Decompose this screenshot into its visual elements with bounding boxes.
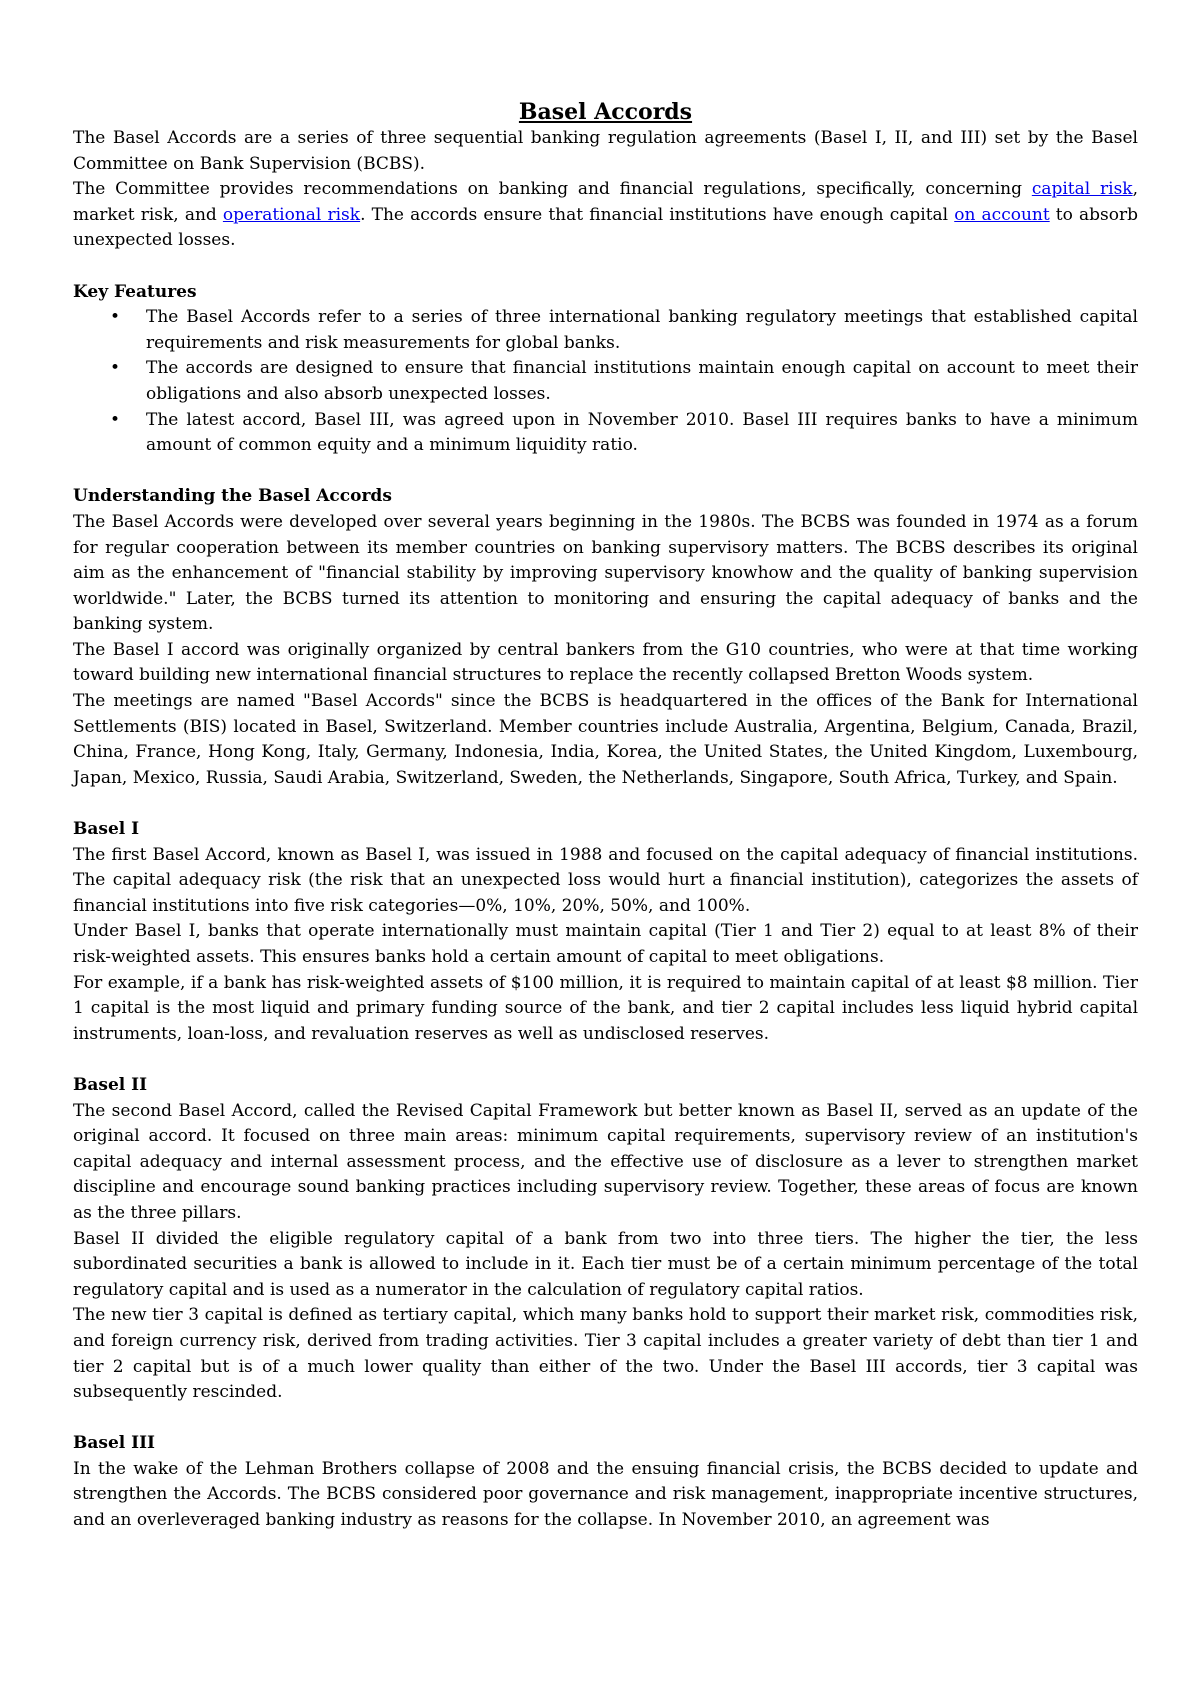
bullet-icon: • <box>110 409 121 430</box>
key-features-heading: Key Features <box>73 281 197 302</box>
understanding-paragraph: The meetings are named "Basel Accords" since the BCBS is headquartered in the offices of the Bank for International Settlements (BIS) located in Basel, Switzerland. Member countries include Australia, Argentina, Belgium, Canada, Brazil, China, France, Hong Kong, Italy, Germany, Indonesia, India, Korea, the United States, the United Kingdom, Luxembourg, Japan, Mexico, Russia, Saudi Arabia, Switzerland, Sweden, the Netherlands, Singapore, South Africa, Turkey, and Spain. <box>73 691 1138 788</box>
basel-1-paragraph: Under Basel I, banks that operate internationally must maintain capital (Tier 1 and Tier 2) equal to at least 8% of their risk-weighted assets. This ensures banks hold a certain amount of capital to meet obligations. <box>73 921 1138 967</box>
basel-3-paragraph: In the wake of the Lehman Brothers collapse of 2008 and the ensuing financial crisis, the BCBS decided to update and strengthen the Accords. The BCBS considered poor governance and risk management, inappropriate incentive structures, and an overleveraged banking industry as reasons for the collapse. In November 2010, an agreement was <box>73 1458 1138 1531</box>
basel-1-paragraph: The first Basel Accord, known as Basel I, was issued in 1988 and focused on the capital adequacy of financial institutions. The capital adequacy risk (the risk that an unexpected loss would hurt a financial institution), categorizes the assets of financial institutions into five risk categories—0%, 10%, 20%, 50%, and 100%. <box>73 844 1138 916</box>
basel-2-paragraph: The second Basel Accord, called the Revised Capital Framework but better known as Basel II, served as an update of the original accord. It focused on three main areas: minimum capital requirements, supervisory review of an institution's capital adequacy and internal assessment process, and the effective use of disclosure as a lever to strengthen market discipline and encourage sound banking practices including supervisory review. Together, these areas of focus are known as the three pillars. <box>73 1100 1138 1223</box>
basel-3-heading: Basel III <box>73 1433 156 1454</box>
document-title: Basel Accords <box>518 99 693 125</box>
basel-1-heading: Basel I <box>73 819 140 840</box>
document-page <box>73 98 1138 1534</box>
intro-paragraph-2: The Committee provides recommendations on banking and financial regulations, specifically, concerning capital risk, market risk, and operational risk. The accords ensure that financial institutions have enough capital on account to absorb unexpected losses. <box>73 179 1139 251</box>
list-item: • The accords are designed to ensure that financial institutions maintain enough capital on account to meet their obligations and also absorb unexpected losses. <box>110 358 1138 404</box>
bullet-icon: • <box>110 307 121 328</box>
basel-2-paragraph: The new tier 3 capital is defined as tertiary capital, which many banks hold to support their market risk, commodities risk, and foreign currency risk, derived from trading activities. Tier 3 capital includes a greater variety of debt than tier 1 and tier 2 capital but is of a much lower quality than either of the two. Under the Basel III accords, tier 3 capital was subsequently rescinded. <box>73 1305 1138 1403</box>
understanding-heading: Understanding the Basel Accords <box>73 486 392 507</box>
understanding-paragraph: The Basel Accords were developed over several years beginning in the 1980s. The BCBS was founded in 1974 as a forum for regular cooperation between its member countries on banking supervisory matters. The BCBS describes its original aim as the enhancement of "financial stability by improving supervisory knowhow and the quality of banking supervision worldwide." Later, the BCBS turned its attention to monitoring and ensuring the capital adequacy of banks and the banking system. <box>73 511 1138 635</box>
list-item: • The Basel Accords refer to a series of three international banking regulatory meetings that established capital requirements and risk measurements for global banks. <box>110 307 1138 353</box>
understanding-paragraph: The Basel I accord was originally organized by central bankers from the G10 countries, who were at that time working toward building new international financial structures to replace the recently collapsed Bretton Woods system. <box>73 639 1138 686</box>
on-account-link[interactable]: on account <box>954 204 1050 225</box>
capital-risk-link[interactable]: capital risk <box>1031 179 1133 200</box>
intro-paragraph-1: The Basel Accords are a series of three sequential banking regulation agreements (Basel I, II, and III) set by the Basel Committee on Bank Supervision (BCBS). <box>73 128 1138 174</box>
basel-2-heading: Basel II <box>73 1074 148 1095</box>
list-item: • The latest accord, Basel III, was agreed upon in November 2010. Basel III requires banks to have a minimum amount of common equity and a minimum liquidity ratio. <box>110 409 1138 456</box>
key-features-list <box>73 305 1138 459</box>
basel-2-paragraph: Basel II divided the eligible regulatory capital of a bank from two into three tiers. The higher the tier, the less subordinated securities a bank is allowed to include in it. Each tier must be of a certain minimum percentage of the total regulatory capital and is used as a numerator in the calculation of regulatory capital ratios. <box>73 1228 1138 1300</box>
bullet-icon: • <box>110 358 121 379</box>
operational-risk-link[interactable]: operational risk <box>222 204 361 225</box>
basel-1-paragraph: For example, if a bank has risk-weighted assets of $100 million, it is required to maintain capital of at least $8 million. Tier 1 capital is the most liquid and primary funding source of the bank, and tier 2 capital includes less liquid hybrid capital instruments, loan-loss, and revaluation reserves as well as undisclosed reserves. <box>73 972 1138 1044</box>
